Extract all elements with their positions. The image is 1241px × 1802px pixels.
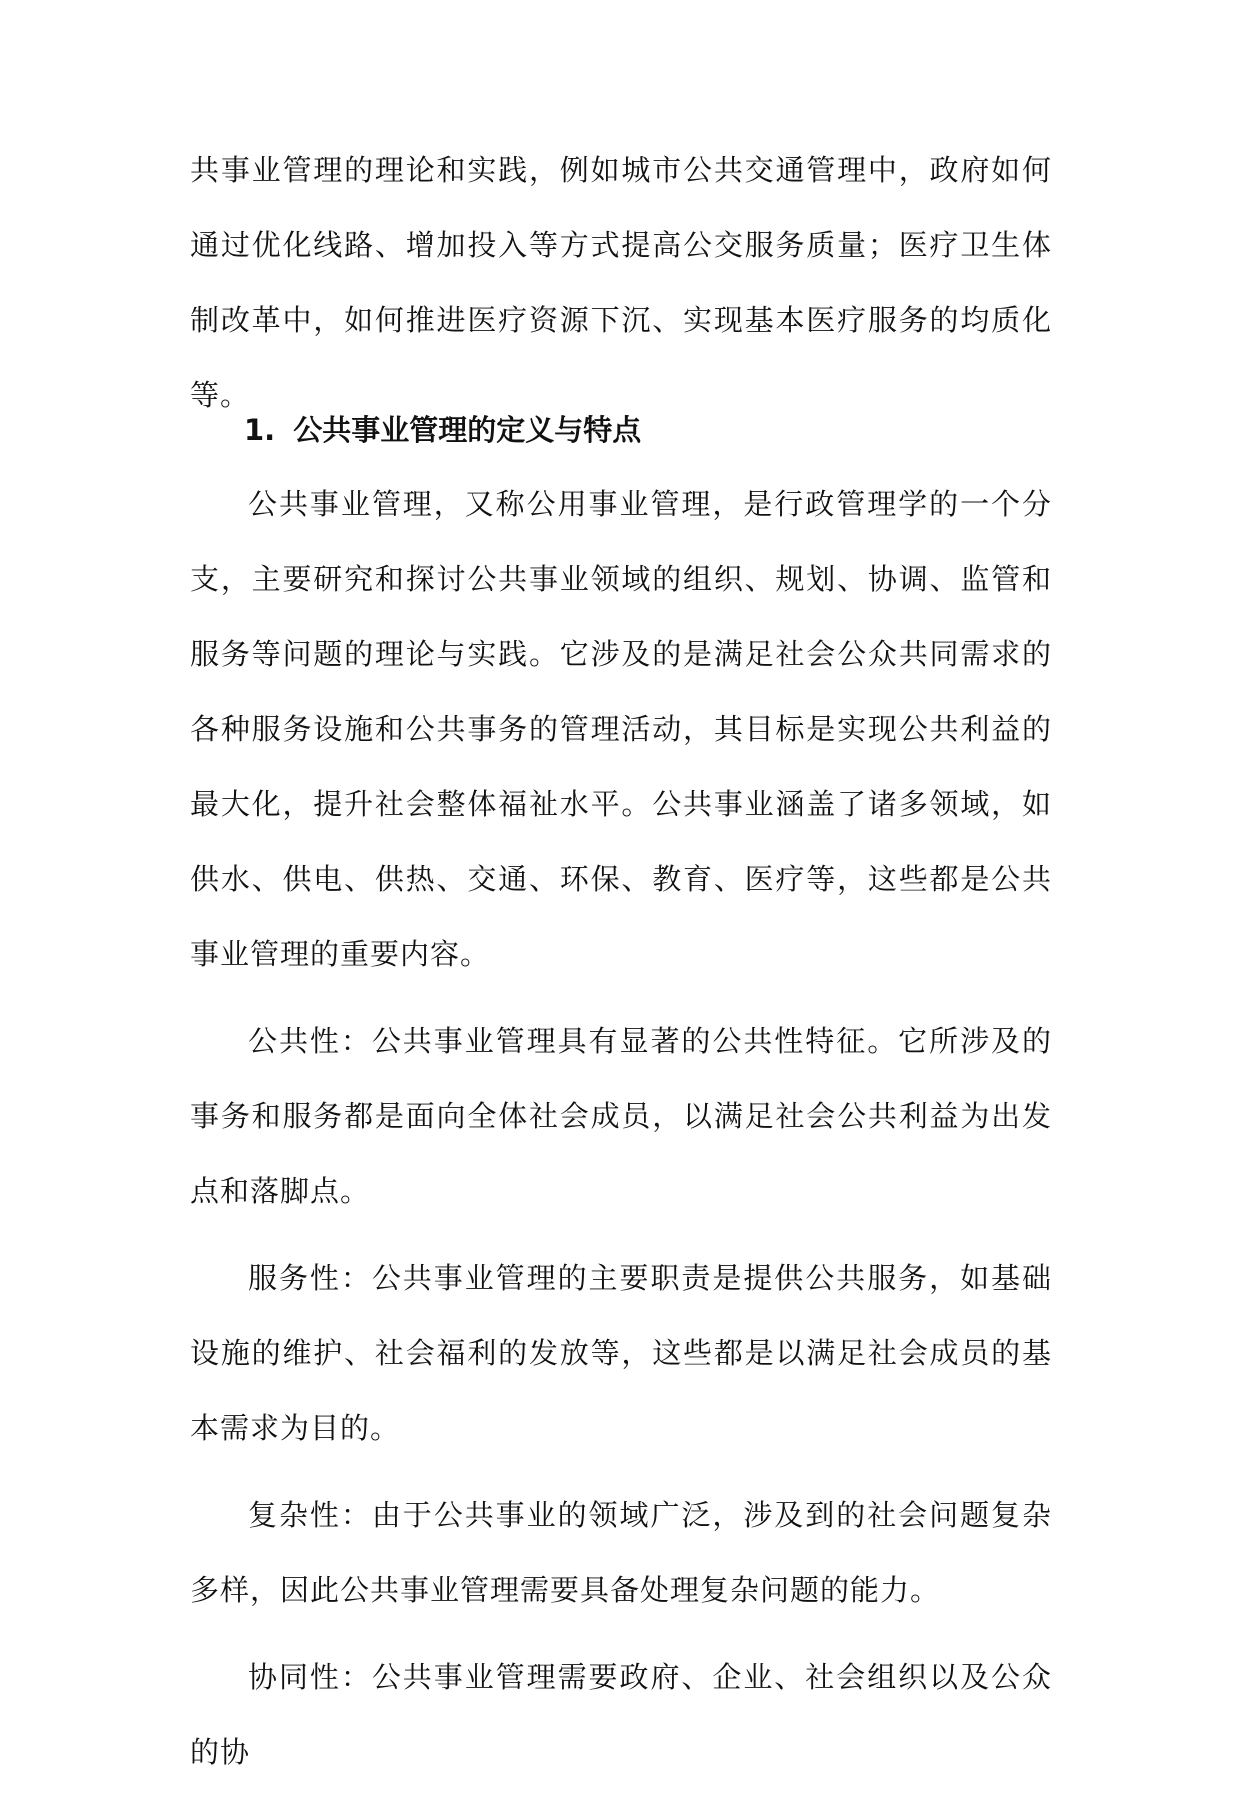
collaboration-paragraph: 协同性：公共事业管理需要政府、企业、社会组织以及公众的协 (190, 1660, 1052, 1769)
section-number: 1. (244, 413, 276, 447)
section-title: 公共事业管理的定义与特点 (293, 413, 642, 447)
service-paragraph: 服务性：公共事业管理的主要职责是提供公共服务，如基础设施的维护、社会福利的发放等，这些都是以满足社会成员的基本需求为目的。 (190, 1261, 1052, 1445)
section-body (190, 467, 1052, 1802)
section-heading (244, 393, 641, 468)
complexity-paragraph: 复杂性：由于公共事业的领域广泛，涉及到的社会问题复杂多样，因此公共事业管理需要具备处理复杂问题的能力。 (190, 1498, 1052, 1607)
publicness-paragraph: 公共性：公共事业管理具有显著的公共性特征。它所涉及的事务和服务都是面向全体社会成员，以满足社会公共利益为出发点和落脚点。 (190, 1024, 1052, 1208)
definition-paragraph: 公共事业管理，又称公用事业管理，是行政管理学的一个分支，主要研究和探讨公共事业领域的组织、规划、协调、监管和服务等问题的理论与实践。它涉及的是满足社会公众共同需求的各种服务设施和公共事务的管理活动，其目标是实现公共利益的最大化，提升社会整体福祉水平。公共事业涵盖了诸多领域，如供水、供电、供热、交通、环保、教育、医疗等，这些都是公共事业管理的重要内容。 (190, 487, 1052, 971)
opening-paragraph: 共事业管理的理论和实践，例如城市公共交通管理中，政府如何通过优化线路、增加投入等方式提高公交服务质量；医疗卫生体制改革中，如何推进医疗资源下沉、实现基本医疗服务的均质化等。 (190, 153, 1052, 412)
document-page (190, 0, 1052, 1769)
